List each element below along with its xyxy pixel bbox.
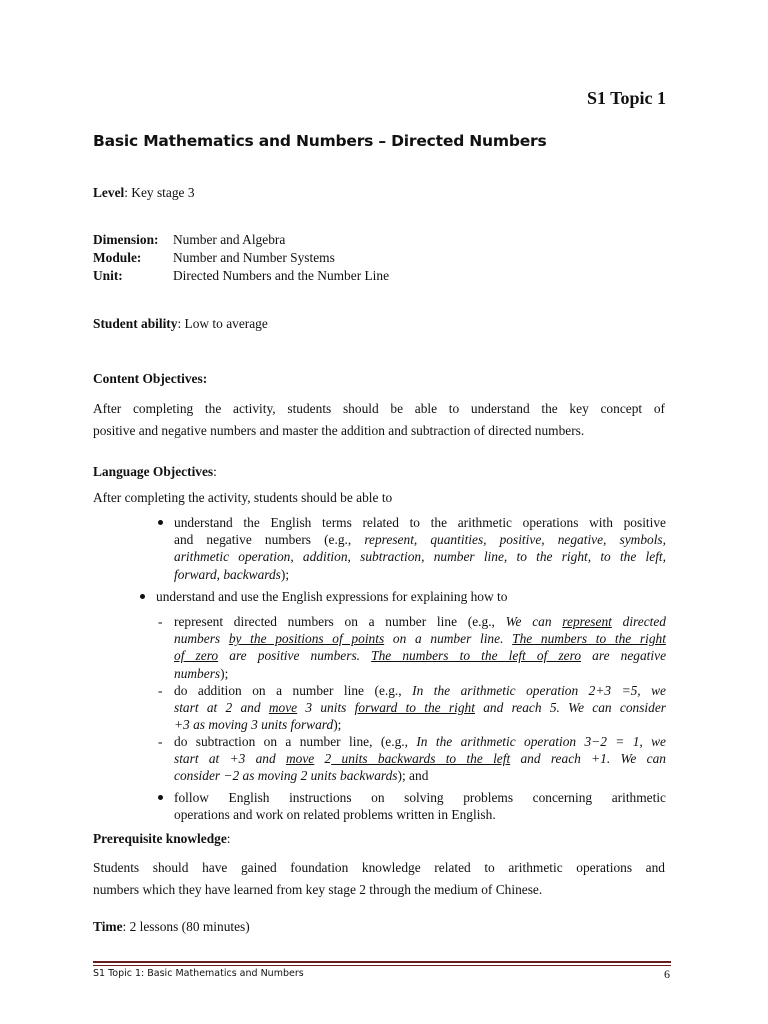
time-value: : 2 lessons (80 minutes)	[122, 919, 250, 934]
language-bullet-3	[174, 789, 666, 823]
prerequisite-line: Students should have gained foundation knowledge related to arithmetic operations and	[93, 860, 665, 875]
dimension-value: Number and Algebra	[173, 232, 286, 247]
ability-value: : Low to average	[177, 316, 268, 331]
italic-run: In the arithmetic operation 3−2 = 1, we	[416, 734, 666, 749]
italic-run: and reach +1. We can	[510, 751, 667, 767]
content-objectives-text	[93, 398, 665, 442]
bullet-icon	[158, 795, 163, 800]
dash-line	[174, 716, 666, 733]
prerequisite-text	[93, 857, 665, 901]
underlined-run: The numbers to the left of zero	[371, 648, 582, 664]
underlined-run: represent	[562, 614, 612, 629]
bullet-line: follow English instructions on solving problems concerning arithmetic	[174, 790, 666, 805]
language-bullet-1	[174, 514, 666, 583]
dash-item-subtraction	[174, 733, 666, 785]
italic-run: 2	[314, 751, 332, 767]
curriculum-block	[93, 231, 593, 285]
text-run: );	[220, 665, 229, 681]
underlined-run: The numbers to the right	[512, 631, 666, 647]
italic-run: We can	[505, 614, 563, 629]
dash-line	[174, 699, 666, 716]
italic-run: on a number line.	[384, 631, 513, 647]
prerequisite-heading: Prerequisite knowledge	[93, 831, 227, 846]
underlined-run: move	[268, 700, 298, 716]
italic-run: represent, quantities, positive, negative, symbols,	[364, 532, 666, 548]
time-line	[93, 918, 250, 936]
bullet-line: understand the English terms related to the arithmetic operations with positive	[174, 515, 666, 530]
bullet-line: arithmetic operation, addition, subtraction, number line, to the right, to the left,	[174, 549, 666, 565]
italic-run: directed	[611, 614, 666, 629]
dash-line	[174, 665, 666, 682]
italic-run: +3 as moving 3 units forward	[174, 717, 334, 733]
italic-run: consider −2 as moving 2 units backwards	[174, 768, 398, 784]
level-line	[93, 184, 195, 202]
dash-line	[174, 733, 666, 750]
italic-run: In the arithmetic operation 2+3 =5, we	[412, 683, 667, 698]
heading-colon: :	[226, 831, 231, 846]
page-number: 6	[664, 967, 670, 981]
italic-run: and reach 5. We can consider	[474, 700, 667, 716]
unit-value: Directed Numbers and the Number Line	[173, 268, 390, 283]
underlined-run: of zero	[174, 648, 219, 664]
prerequisite-heading-line	[93, 830, 231, 848]
topic-label: S1 Topic 1	[586, 88, 666, 108]
italic-run: forward, backwards	[174, 566, 281, 582]
bullet-icon	[140, 594, 145, 599]
ability-label: Student ability	[93, 316, 178, 331]
language-objectives-heading: Language Objectives	[93, 464, 214, 479]
module-value: Number and Number Systems	[173, 250, 335, 265]
underlined-run: by the positions of points	[228, 631, 385, 647]
dash-line	[174, 767, 666, 784]
dash-item-addition	[174, 682, 666, 734]
document-title: Basic Mathematics and Numbers – Directed Numbers	[93, 132, 547, 150]
dimension-label: Dimension:	[93, 232, 159, 247]
bullet-line: operations and work on related problems written in English.	[174, 807, 496, 823]
text-run: );	[280, 566, 290, 582]
text-run: and negative numbers (e.g.,	[174, 532, 365, 548]
dash-icon: -	[158, 614, 163, 629]
ability-line	[93, 315, 268, 333]
dash-line	[174, 750, 666, 767]
bullet-line	[174, 566, 666, 583]
footer-rule	[93, 965, 671, 966]
italic-run: numbers	[174, 631, 229, 647]
bullet-icon	[158, 520, 163, 525]
bullet-line	[174, 531, 666, 548]
dash-line	[174, 682, 666, 699]
dash-icon: -	[158, 683, 163, 698]
heading-colon: :	[213, 464, 217, 479]
italic-run: numbers	[174, 665, 221, 681]
content-objectives-heading: Content Objectives:	[93, 371, 208, 386]
language-objectives-intro: After completing the activity, students should be able to	[93, 490, 393, 505]
dash-line	[174, 630, 666, 647]
text-run: ); and	[397, 768, 429, 784]
module-label: Module:	[93, 250, 142, 265]
italic-run: start at +3 and	[174, 751, 286, 767]
content-objectives-line: After completing the activity, students should be able to understand the key concept of	[93, 401, 665, 416]
footer-rule	[93, 961, 671, 963]
underlined-run: units backwards to the left	[331, 751, 511, 767]
dimension-row	[93, 231, 593, 249]
italic-run: 3 units	[297, 700, 355, 716]
unit-label: Unit:	[93, 268, 123, 283]
italic-run: are negative	[581, 648, 667, 664]
language-bullet-2: understand and use the English expressions for explaining how to	[156, 589, 508, 604]
text-run: );	[333, 717, 342, 733]
italic-run: start at 2 and	[174, 700, 269, 716]
unit-row	[93, 267, 593, 285]
dash-item-represent	[174, 613, 666, 682]
prerequisite-line: numbers which they have learned from key stage 2 through the medium of Chinese.	[93, 882, 543, 897]
underlined-run: move	[285, 751, 315, 767]
time-label: Time	[93, 919, 123, 934]
underlined-run: forward to the right	[354, 700, 475, 716]
italic-run: are positive numbers.	[218, 648, 372, 664]
text-run: do addition on a number line (e.g.,	[174, 683, 413, 698]
module-row	[93, 249, 593, 267]
dash-icon: -	[158, 734, 163, 749]
content-objectives-line: positive and negative numbers and master the addition and subtraction of directed numbers.	[93, 423, 585, 438]
language-objectives-heading-line	[93, 463, 217, 481]
text-run: do subtraction on a number line, (e.g.,	[174, 734, 417, 749]
footer-title: S1 Topic 1: Basic Mathematics and Numbers	[93, 968, 304, 979]
text-run: represent directed numbers on a number line (e.g.,	[174, 614, 506, 629]
level-value: : Key stage 3	[124, 185, 195, 200]
dash-line	[174, 647, 666, 664]
dash-line	[174, 613, 666, 630]
level-label: Level	[93, 185, 125, 200]
